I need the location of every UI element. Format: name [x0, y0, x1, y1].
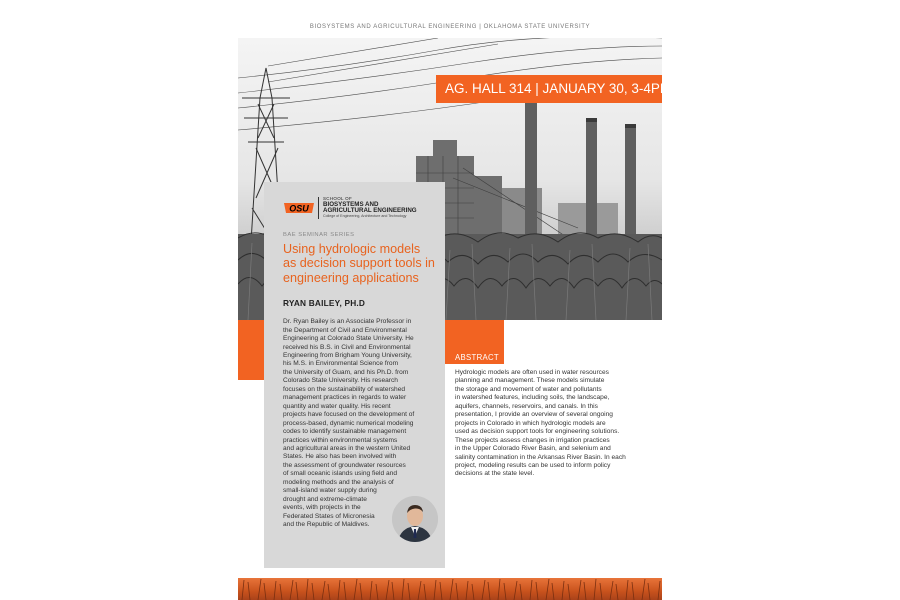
- grass-pattern: [238, 578, 662, 600]
- logo-text: [323, 197, 417, 218]
- logo-line-4: College of Engineering, Architecture and Technology: [323, 213, 407, 218]
- abstract-body: Hydrologic models are often used in water resources planning and management. These models simulate the storage and movement of water and pollutants in watershed features, including soils, the landscape, aquifers, channels, reservoirs, and canals. In this presentation, I provide an overview of several ongoing projects in Colorado in which hydrologic models are used as decision support tools for engineering solutions. These projects assess changes in irrigation practices in the Upper Colorado River Basin, and selenium and salinity contamination in the Arkansas River Basin. In each project, modeling results can be used to inform policy decisions at the state level.: [455, 369, 626, 478]
- date-location-banner: AG. HALL 314 | JANUARY 30, 3-4PM: [436, 75, 662, 103]
- speaker-portrait-image: [392, 496, 438, 542]
- osu-logo-icon: [283, 200, 315, 216]
- abstract-heading: ABSTRACT: [455, 353, 499, 362]
- seminar-series-label: BAE SEMINAR SERIES: [283, 232, 355, 238]
- svg-text:OSU: OSU: [289, 203, 309, 214]
- footer-grass-strip: [238, 578, 662, 600]
- logo-line-1: SCHOOL OF: [323, 196, 353, 202]
- speaker-portrait: [392, 496, 438, 542]
- speaker-bio-text: Dr. Ryan Bailey is an Associate Professor in the Department of Civil and Environmental Engineering at Colorado State University. He received his B.S. in Civil and Environmental Engineering from Brigham Young University, his M.S. in Environmental Science from the University of Guam, and his Ph.D. from Colorado State University. His research focuses on the sustainability of watershed management practices in regards to water quantity and water quality. His recent projects have focused on the development of process-based, dynamic numerical modeling codes to identify sustainable management practices within environmental systems and agricultural areas in the western United States. He also has been involved with the assessment of groundwater resources of small oceanic islands using field and modeling methods and the analysis of small-island water supply during drought and extreme-climate events, with projects in the Federated States of Micronesia and the Republic of Maldives.: [283, 318, 415, 529]
- speaker-name: RYAN BAILEY, PH.D: [283, 298, 366, 309]
- logo-line-3: AGRICULTURAL ENGINEERING: [323, 207, 417, 215]
- school-logo: [283, 196, 435, 220]
- institution-header: BIOSYSTEMS AND AGRICULTURAL ENGINEERING | OKLAHOMA STATE UNIVERSITY: [309, 24, 591, 30]
- logo-line-2: BIOSYSTEMS AND: [323, 200, 379, 208]
- logo-divider: [318, 197, 319, 219]
- seminar-title: Using hydrologic models as decision support tools in engineering applications: [283, 242, 435, 285]
